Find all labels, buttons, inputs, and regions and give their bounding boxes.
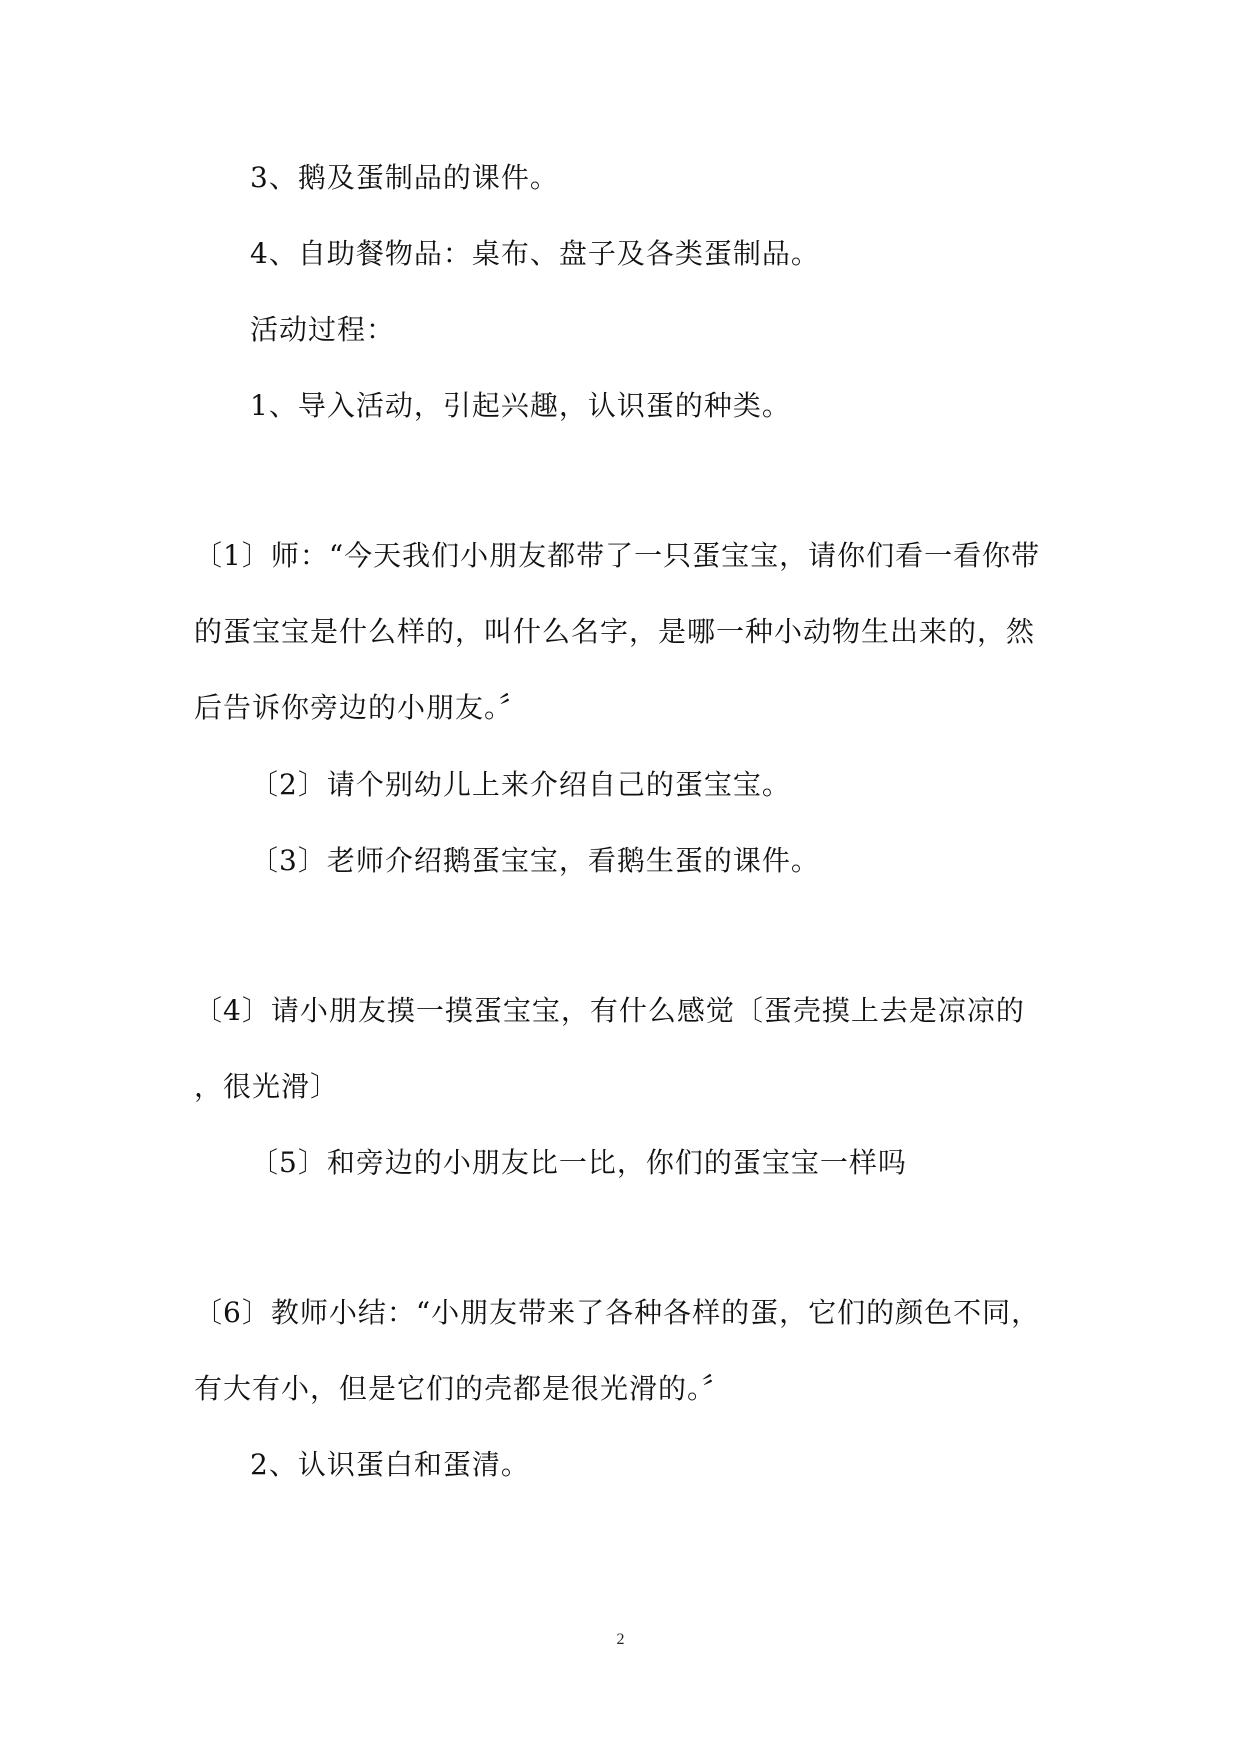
text-line: 〔4〕请小朋友摸一摸蛋宝宝，有什么感觉〔蛋壳摸上去是凉凉的 xyxy=(194,994,1025,1027)
text-line: 〔5〕和旁边的小朋友比一比，你们的蛋宝宝一样吗 xyxy=(250,1146,907,1179)
text-line: 〔6〕教师小结：“小朋友带来了各种各样的蛋，它们的颜色不同， xyxy=(194,1296,1041,1329)
text-line: 〔3〕老师介绍鹅蛋宝宝，看鹅生蛋的课件。 xyxy=(250,844,820,877)
text-line: 〔1〕师：“今天我们小朋友都带了一只蛋宝宝，请你们看一看你带 xyxy=(194,539,1041,572)
text-line: 后告诉你旁边的小朋友。〞 xyxy=(194,691,529,724)
text-line: 活动过程： xyxy=(250,313,396,346)
text-line: 有大有小，但是它们的壳都是很光滑的。〞 xyxy=(194,1372,732,1405)
text-line: 的蛋宝宝是什么样的，叫什么名字，是哪一种小动物生出来的，然 xyxy=(194,615,1036,648)
text-line: 2、认识蛋白和蛋清。 xyxy=(250,1448,530,1481)
page-number: 2 xyxy=(616,1631,625,1648)
text-line: ，很光滑〕 xyxy=(194,1070,340,1103)
text-line: 4、自助餐物品：桌布、盘子及各类蛋制品。 xyxy=(250,237,820,270)
text-line: 3、鹅及蛋制品的课件。 xyxy=(250,161,559,194)
text-line: 1、导入活动，引起兴趣，认识蛋的种类。 xyxy=(250,389,791,422)
text-line: 〔2〕请个别幼儿上来介绍自己的蛋宝宝。 xyxy=(250,768,791,801)
